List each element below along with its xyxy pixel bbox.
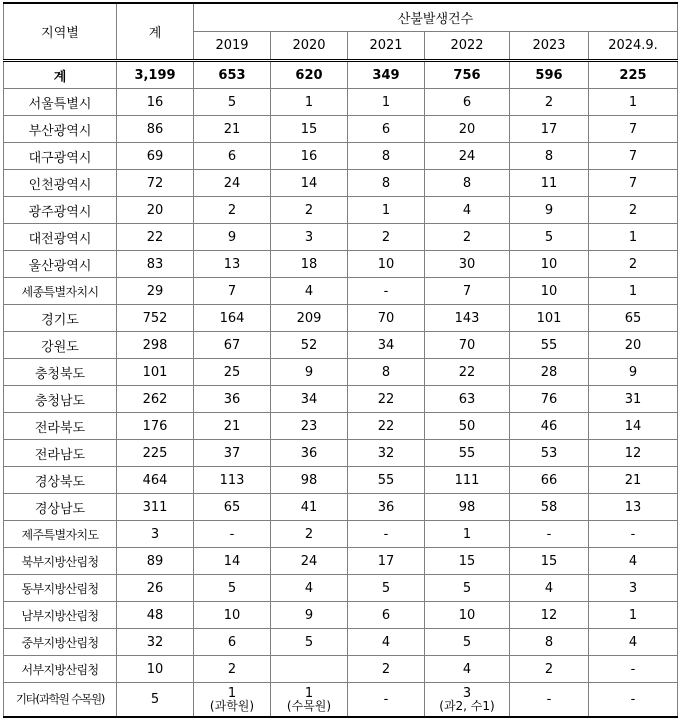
year-value-cell: 209 <box>271 305 348 332</box>
year-value-cell <box>589 683 678 718</box>
year-value-cell: 8 <box>348 143 425 170</box>
year-value-cell: 7 <box>589 116 678 143</box>
year-value-cell: 55 <box>510 332 589 359</box>
year-value-cell: 55 <box>425 440 510 467</box>
year-value-cell: 14 <box>589 413 678 440</box>
year-header: 2021 <box>348 32 425 61</box>
year-value-cell: 4 <box>589 548 678 575</box>
year-value-cell: 1 <box>348 197 425 224</box>
year-value-cell: 53 <box>510 440 589 467</box>
region-total-cell: 20 <box>117 197 194 224</box>
year-value-cell: 25 <box>194 359 271 386</box>
region-total-cell: 311 <box>117 494 194 521</box>
region-cell: 제주특별자치도 <box>4 521 117 548</box>
year-value-cell <box>425 683 510 718</box>
year-value-cell: 1 <box>589 278 678 305</box>
year-value-cell: 20 <box>589 332 678 359</box>
year-value-cell: 21 <box>194 116 271 143</box>
region-cell: 광주광역시 <box>4 197 117 224</box>
year-total: 349 <box>348 61 425 89</box>
table-row <box>4 440 678 467</box>
region-cell: 강원도 <box>4 332 117 359</box>
year-value-cell: 12 <box>510 602 589 629</box>
region-total-cell: 298 <box>117 332 194 359</box>
table-row <box>4 224 678 251</box>
year-value-cell: 9 <box>271 359 348 386</box>
cell-note: (과2, 수1) <box>439 698 495 713</box>
year-value-cell <box>348 683 425 718</box>
region-cell: 남부지방산림청 <box>4 602 117 629</box>
year-value-cell: 7 <box>589 143 678 170</box>
region-cell: 서울특별시 <box>4 89 117 116</box>
region-cell: 기타(과학원 수목원) <box>4 683 117 718</box>
region-total-cell: 262 <box>117 386 194 413</box>
year-value-cell: 111 <box>425 467 510 494</box>
grand-total: 3,199 <box>117 61 194 89</box>
year-value-cell: 6 <box>348 116 425 143</box>
region-cell: 인천광역시 <box>4 170 117 197</box>
year-value-cell: 98 <box>425 494 510 521</box>
region-total-cell: 69 <box>117 143 194 170</box>
region-total-cell: 225 <box>117 440 194 467</box>
year-total: 596 <box>510 61 589 89</box>
year-value-cell: 2 <box>348 224 425 251</box>
table-row <box>4 386 678 413</box>
year-value-cell <box>510 683 589 718</box>
region-total-cell: 3 <box>117 521 194 548</box>
year-value-cell: 12 <box>589 440 678 467</box>
table-row <box>4 251 678 278</box>
year-value-cell: - <box>348 521 425 548</box>
year-value-cell: 1 <box>271 89 348 116</box>
year-value-cell: 36 <box>194 386 271 413</box>
year-header: 2024.9. <box>589 32 678 61</box>
table-row <box>4 602 678 629</box>
wildfire-statistics-table <box>3 2 678 718</box>
year-value-cell: 15 <box>425 548 510 575</box>
table-row <box>4 575 678 602</box>
year-value-cell: 70 <box>348 305 425 332</box>
table-row <box>4 332 678 359</box>
year-value-cell: 9 <box>589 359 678 386</box>
year-value-cell: 20 <box>425 116 510 143</box>
cell-value: - <box>546 692 552 707</box>
region-total-cell: 83 <box>117 251 194 278</box>
header-row-1 <box>4 3 678 32</box>
year-value-cell: 10 <box>425 602 510 629</box>
year-value-cell: 2 <box>510 656 589 683</box>
year-value-cell: 4 <box>348 629 425 656</box>
year-total: 225 <box>589 61 678 89</box>
year-value-cell: 2 <box>589 197 678 224</box>
cell-value: 1 <box>227 685 237 701</box>
year-total: 653 <box>194 61 271 89</box>
table-row <box>4 170 678 197</box>
region-total-cell: 48 <box>117 602 194 629</box>
region-header: 지역별 <box>4 3 117 61</box>
year-value-cell: 63 <box>425 386 510 413</box>
year-value-cell: 24 <box>194 170 271 197</box>
table-row <box>4 278 678 305</box>
year-value-cell: 113 <box>194 467 271 494</box>
year-value-cell: 11 <box>510 170 589 197</box>
region-total-cell: 72 <box>117 170 194 197</box>
year-value-cell: 2 <box>194 656 271 683</box>
year-value-cell: 41 <box>271 494 348 521</box>
year-value-cell: 5 <box>271 629 348 656</box>
region-cell: 대구광역시 <box>4 143 117 170</box>
year-value-cell: 22 <box>348 413 425 440</box>
year-value-cell: 15 <box>510 548 589 575</box>
year-total: 756 <box>425 61 510 89</box>
year-value-cell: 8 <box>510 143 589 170</box>
region-cell: 경기도 <box>4 305 117 332</box>
year-value-cell: 66 <box>510 467 589 494</box>
year-value-cell: 2 <box>348 656 425 683</box>
year-value-cell <box>271 656 348 683</box>
region-total-cell: 5 <box>117 683 194 718</box>
year-value-cell <box>271 683 348 718</box>
total-row <box>4 61 678 89</box>
year-value-cell: 10 <box>510 251 589 278</box>
year-value-cell: 67 <box>194 332 271 359</box>
year-value-cell: 14 <box>194 548 271 575</box>
year-value-cell: 5 <box>194 575 271 602</box>
year-value-cell: - <box>589 521 678 548</box>
year-value-cell: 7 <box>425 278 510 305</box>
year-value-cell: 8 <box>510 629 589 656</box>
region-cell: 전라북도 <box>4 413 117 440</box>
table-row <box>4 116 678 143</box>
year-value-cell: 6 <box>348 602 425 629</box>
table-row <box>4 656 678 683</box>
region-total-cell: 29 <box>117 278 194 305</box>
region-cell: 서부지방산림청 <box>4 656 117 683</box>
region-cell: 경상북도 <box>4 467 117 494</box>
year-value-cell: 2 <box>271 521 348 548</box>
cell-value: - <box>630 692 636 707</box>
year-value-cell: 9 <box>194 224 271 251</box>
year-value-cell: 13 <box>194 251 271 278</box>
region-cell: 경상남도 <box>4 494 117 521</box>
year-value-cell: 2 <box>510 89 589 116</box>
cell-value: - <box>383 692 389 707</box>
year-value-cell: 2 <box>589 251 678 278</box>
year-value-cell: 15 <box>271 116 348 143</box>
region-total-cell: 16 <box>117 89 194 116</box>
cell-note: (과학원) <box>209 698 255 713</box>
year-value-cell: 9 <box>271 602 348 629</box>
year-value-cell: 4 <box>589 629 678 656</box>
region-total-cell: 752 <box>117 305 194 332</box>
table-row <box>4 89 678 116</box>
year-value-cell: 1 <box>425 521 510 548</box>
year-value-cell: 65 <box>589 305 678 332</box>
year-value-cell: 8 <box>425 170 510 197</box>
year-value-cell: 22 <box>425 359 510 386</box>
region-total-cell: 22 <box>117 224 194 251</box>
year-value-cell: 16 <box>271 143 348 170</box>
wildfire-count-header: 산불발생건수 <box>194 3 678 32</box>
total-row-label: 계 <box>4 61 117 89</box>
table-row <box>4 197 678 224</box>
year-value-cell: 1 <box>348 89 425 116</box>
year-value-cell: 58 <box>510 494 589 521</box>
year-header: 2020 <box>271 32 348 61</box>
year-value-cell: 5 <box>194 89 271 116</box>
region-cell: 중부지방산림청 <box>4 629 117 656</box>
year-value-cell: - <box>589 656 678 683</box>
year-value-cell: 18 <box>271 251 348 278</box>
year-value-cell: 24 <box>425 143 510 170</box>
region-total-cell: 86 <box>117 116 194 143</box>
year-value-cell: 13 <box>589 494 678 521</box>
table-row <box>4 521 678 548</box>
year-value-cell: 36 <box>271 440 348 467</box>
year-value-cell: 98 <box>271 467 348 494</box>
year-value-cell: 2 <box>425 224 510 251</box>
year-value-cell: 21 <box>194 413 271 440</box>
year-value-cell: 36 <box>348 494 425 521</box>
year-value-cell: 164 <box>194 305 271 332</box>
cell-value: 3 <box>462 685 472 701</box>
year-value-cell: - <box>348 278 425 305</box>
year-value-cell: 4 <box>425 197 510 224</box>
region-total-cell: 89 <box>117 548 194 575</box>
year-value-cell: 65 <box>194 494 271 521</box>
year-value-cell: 1 <box>589 89 678 116</box>
year-value-cell: 22 <box>348 386 425 413</box>
year-value-cell: 101 <box>510 305 589 332</box>
year-value-cell: 6 <box>425 89 510 116</box>
year-value-cell: 7 <box>194 278 271 305</box>
year-value-cell: 28 <box>510 359 589 386</box>
year-value-cell: 6 <box>194 143 271 170</box>
year-value-cell: 23 <box>271 413 348 440</box>
table-row <box>4 548 678 575</box>
table-row <box>4 467 678 494</box>
year-value-cell: - <box>194 521 271 548</box>
year-value-cell <box>194 683 271 718</box>
year-value-cell: 76 <box>510 386 589 413</box>
year-value-cell: 143 <box>425 305 510 332</box>
region-cell: 세종특별자치시 <box>4 278 117 305</box>
year-value-cell: 46 <box>510 413 589 440</box>
year-value-cell: 4 <box>271 278 348 305</box>
year-value-cell: 21 <box>589 467 678 494</box>
year-value-cell: 4 <box>271 575 348 602</box>
table-row <box>4 143 678 170</box>
region-cell: 대전광역시 <box>4 224 117 251</box>
year-value-cell: 31 <box>589 386 678 413</box>
year-value-cell: 7 <box>589 170 678 197</box>
region-total-cell: 176 <box>117 413 194 440</box>
year-value-cell: 2 <box>271 197 348 224</box>
table-row <box>4 359 678 386</box>
year-value-cell: 10 <box>348 251 425 278</box>
table-row <box>4 305 678 332</box>
year-value-cell: 52 <box>271 332 348 359</box>
year-value-cell: 4 <box>425 656 510 683</box>
region-total-cell: 10 <box>117 656 194 683</box>
year-value-cell: 3 <box>271 224 348 251</box>
year-value-cell: 24 <box>271 548 348 575</box>
year-value-cell: 34 <box>271 386 348 413</box>
cell-value: 1 <box>304 685 314 701</box>
year-value-cell: 17 <box>510 116 589 143</box>
year-value-cell: 3 <box>589 575 678 602</box>
table-row <box>4 413 678 440</box>
region-total-cell: 26 <box>117 575 194 602</box>
table-row-other <box>4 683 678 718</box>
table-row <box>4 494 678 521</box>
year-value-cell: 2 <box>194 197 271 224</box>
year-header: 2023 <box>510 32 589 61</box>
year-value-cell: 4 <box>510 575 589 602</box>
year-value-cell: 9 <box>510 197 589 224</box>
year-value-cell: 1 <box>589 602 678 629</box>
year-value-cell: 17 <box>348 548 425 575</box>
region-cell: 울산광역시 <box>4 251 117 278</box>
region-total-cell: 32 <box>117 629 194 656</box>
region-cell: 부산광역시 <box>4 116 117 143</box>
year-value-cell: - <box>510 521 589 548</box>
year-value-cell: 8 <box>348 359 425 386</box>
region-cell: 북부지방산림청 <box>4 548 117 575</box>
year-value-cell: 37 <box>194 440 271 467</box>
region-cell: 전라남도 <box>4 440 117 467</box>
year-value-cell: 55 <box>348 467 425 494</box>
total-header: 계 <box>117 3 194 61</box>
region-cell: 동부지방산림청 <box>4 575 117 602</box>
year-value-cell: 6 <box>194 629 271 656</box>
year-value-cell: 1 <box>589 224 678 251</box>
year-value-cell: 50 <box>425 413 510 440</box>
year-value-cell: 8 <box>348 170 425 197</box>
table-row <box>4 629 678 656</box>
region-cell: 충청북도 <box>4 359 117 386</box>
year-value-cell: 5 <box>425 629 510 656</box>
year-header: 2019 <box>194 32 271 61</box>
region-total-cell: 464 <box>117 467 194 494</box>
year-value-cell: 70 <box>425 332 510 359</box>
year-value-cell: 14 <box>271 170 348 197</box>
year-header: 2022 <box>425 32 510 61</box>
year-value-cell: 32 <box>348 440 425 467</box>
year-value-cell: 5 <box>510 224 589 251</box>
year-value-cell: 10 <box>194 602 271 629</box>
region-cell: 충청남도 <box>4 386 117 413</box>
year-value-cell: 5 <box>425 575 510 602</box>
region-total-cell: 101 <box>117 359 194 386</box>
year-total: 620 <box>271 61 348 89</box>
year-value-cell: 30 <box>425 251 510 278</box>
year-value-cell: 10 <box>510 278 589 305</box>
year-value-cell: 5 <box>348 575 425 602</box>
cell-note: (수목원) <box>286 698 332 713</box>
year-value-cell: 34 <box>348 332 425 359</box>
